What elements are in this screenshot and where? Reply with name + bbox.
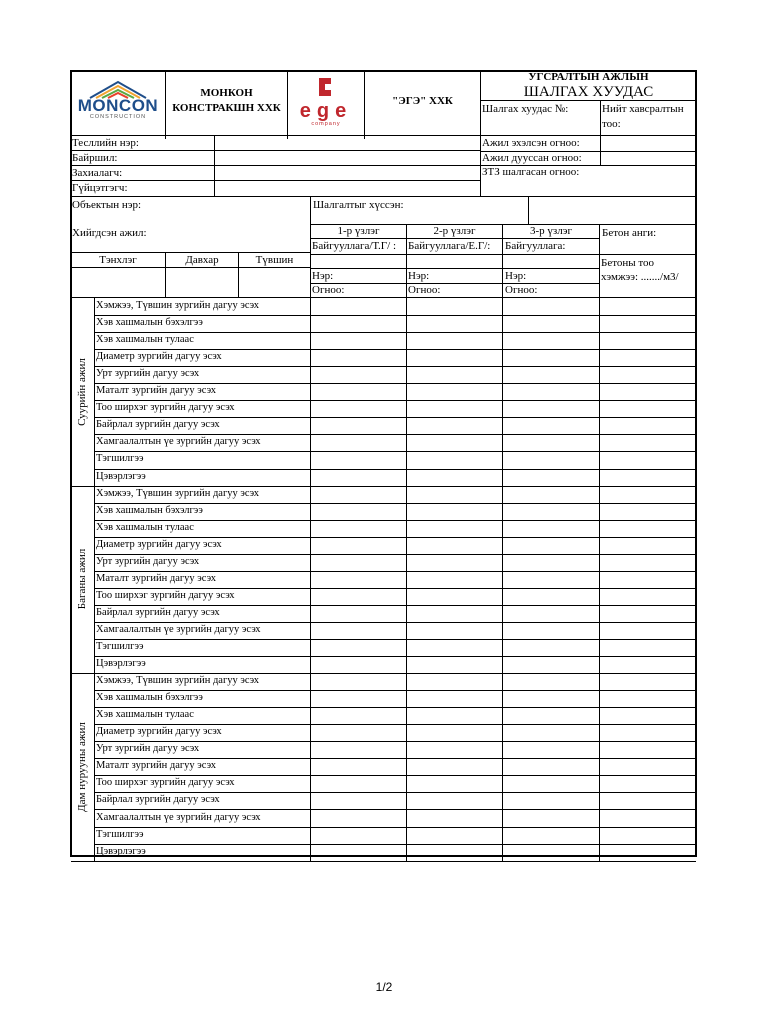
checklist-item: Урт зургийн дагуу эсэх bbox=[96, 555, 200, 567]
end-date-label: Ажил дууссан огноо: bbox=[482, 152, 582, 164]
row-divider bbox=[94, 639, 696, 640]
checklist-item: Байрлал зургийн дагуу эсэх bbox=[96, 419, 220, 431]
checklist-item: Хэв хашмалын бэхэлгээ bbox=[96, 317, 203, 329]
title-line1: УГСРАЛТЫН АЖЛЫН bbox=[528, 71, 649, 83]
section-title: Суурийн ажил bbox=[76, 357, 89, 426]
name-label-1: Нэр: bbox=[312, 270, 334, 282]
row-divider bbox=[94, 707, 696, 708]
checklist-item: Диаметр зургийн дагуу эсэх bbox=[96, 538, 222, 550]
divider bbox=[528, 197, 529, 224]
company1-name-line2: КОНСТРАКШН ХХК bbox=[172, 102, 281, 114]
divider bbox=[71, 165, 481, 166]
divider bbox=[406, 486, 407, 674]
contractor-label: Гүйцэтгэгч: bbox=[72, 182, 128, 194]
checklist-item: Хэв хашмалын бэхэлгээ bbox=[96, 692, 203, 704]
row-divider bbox=[94, 758, 696, 759]
row-divider bbox=[71, 673, 696, 674]
divider bbox=[310, 298, 311, 486]
row-divider bbox=[94, 469, 696, 470]
row-divider bbox=[94, 827, 696, 828]
row-divider bbox=[94, 366, 696, 367]
checklist-item: Хэмжээ, Түвшин зургийн дагуу эсэх bbox=[96, 487, 260, 499]
checklist-item: Хамгаалалтын үе зургийн дагуу эсэх bbox=[96, 436, 261, 448]
attachments-label-line1: Нийт хавсралтын bbox=[602, 103, 684, 115]
checklist-item: Хэв хашмалын тулаас bbox=[96, 521, 194, 533]
checklist-item: Тоо ширхэг зургийн дагуу эсэх bbox=[96, 777, 235, 789]
row-divider bbox=[94, 792, 696, 793]
divider bbox=[310, 673, 311, 861]
name-label-3: Нэр: bbox=[505, 270, 527, 282]
work-done-label: Хийгдсэн ажил: bbox=[72, 227, 147, 239]
object-name-label: Объектын нэр: bbox=[72, 199, 142, 211]
divider bbox=[214, 136, 215, 196]
checklist-item: Хэмжээ, Түвшин зургийн дагуу эсэх bbox=[96, 300, 260, 311]
checklist-item: Хэмжээ, Түвшин зургийн дагуу эсэх bbox=[96, 675, 260, 687]
inspection-date-label: ЗТЗ шалгасан огноо: bbox=[482, 166, 580, 178]
ege-logo bbox=[292, 76, 360, 130]
row-divider bbox=[94, 809, 696, 810]
divider bbox=[311, 283, 599, 284]
divider bbox=[94, 486, 95, 674]
checklist-item: Хамгаалалтын үе зургийн дагуу эсэх bbox=[96, 623, 261, 635]
row-divider bbox=[94, 622, 696, 623]
divider bbox=[311, 254, 696, 255]
moncon-tagline: CONSTRUCTION bbox=[89, 114, 147, 120]
row-divider bbox=[94, 400, 696, 401]
row-divider bbox=[94, 332, 696, 333]
stage3-header: 3-р үзлэг bbox=[530, 225, 572, 237]
row-divider bbox=[94, 741, 696, 742]
divider bbox=[71, 252, 311, 253]
inspection-request-label: Шалгалтыг хүссэн: bbox=[313, 199, 404, 211]
section-title: Баганы ажил bbox=[76, 549, 89, 610]
ege-tagline: company bbox=[311, 121, 341, 127]
checklist-item: Маталт зургийн дагуу эсэх bbox=[96, 572, 216, 584]
checklist-item: Тэгшилгээ bbox=[96, 828, 144, 840]
checklist-item: Диаметр зургийн дагуу эсэх bbox=[96, 351, 222, 363]
divider bbox=[311, 238, 599, 239]
divider bbox=[502, 298, 503, 486]
date-label-3: Огноо: bbox=[505, 284, 538, 296]
checklist-item: Урт зургийн дагуу эсэх bbox=[96, 743, 200, 755]
org3-label: Байгууллага: bbox=[505, 240, 566, 252]
concrete-class-label: Бетон анги: bbox=[602, 227, 657, 239]
section-title: Дам нурууны ажил bbox=[76, 722, 89, 812]
checklist-item: Хэв хашмалын тулаас bbox=[96, 334, 194, 346]
moncon-wordmark: MONCON bbox=[77, 96, 159, 115]
divider bbox=[311, 268, 599, 269]
row-divider bbox=[94, 605, 696, 606]
level-header: Түвшин bbox=[255, 254, 294, 266]
form-frame bbox=[70, 70, 697, 857]
divider bbox=[406, 298, 407, 486]
checklist-item: Маталт зургийн дагуу эсэх bbox=[96, 385, 216, 397]
divider bbox=[71, 267, 311, 268]
moncon-logo bbox=[76, 78, 160, 124]
divider bbox=[502, 673, 503, 861]
location-label: Байршил: bbox=[72, 152, 118, 164]
checklist-item: Хэв хашмалын бэхэлгээ bbox=[96, 504, 203, 516]
divider bbox=[310, 486, 311, 674]
divider bbox=[599, 224, 600, 298]
row-divider bbox=[94, 349, 696, 350]
row-divider bbox=[94, 417, 696, 418]
checklist-item: Хэв хашмалын тулаас bbox=[96, 709, 194, 721]
date-label-2: Огноо: bbox=[408, 284, 441, 296]
row-divider bbox=[94, 315, 696, 316]
checklist-item: Диаметр зургийн дагуу эсэх bbox=[96, 726, 222, 738]
divider bbox=[94, 673, 95, 861]
start-date-label: Ажил эхэлсэн огноо: bbox=[482, 137, 580, 149]
row-divider bbox=[94, 690, 696, 691]
stage1-header: 1-р үзлэг bbox=[337, 225, 380, 237]
attachments-label-line2: тоо: bbox=[602, 118, 621, 130]
checklist-item: Тоо ширхэг зургийн дагуу эсэх bbox=[96, 589, 235, 601]
checklist-item: Хамгаалалтын үе зургийн дагуу эсэх bbox=[96, 811, 261, 823]
org1-label: Байгууллага/Т.Г/ : bbox=[312, 240, 397, 252]
row-divider bbox=[94, 451, 696, 452]
divider bbox=[71, 180, 481, 181]
row-divider bbox=[94, 775, 696, 776]
row-divider bbox=[94, 724, 696, 725]
row-divider bbox=[94, 588, 696, 589]
concrete-qty-label-line1: Бетоны тоо bbox=[601, 257, 655, 269]
row-divider bbox=[94, 383, 696, 384]
divider bbox=[599, 298, 600, 486]
axis-header: Тэнхлэг bbox=[99, 254, 137, 266]
page-number: 1/2 bbox=[375, 980, 393, 994]
checklist-item: Цэвэрлэгээ bbox=[96, 845, 146, 857]
client-label: Захиалагч: bbox=[72, 167, 123, 179]
ege-wordmark: ege bbox=[299, 100, 353, 122]
doer-name-label: Тесллийн нэр: bbox=[72, 137, 139, 149]
divider bbox=[600, 100, 601, 139]
company2-name: "ЭГЭ" ХХК bbox=[392, 95, 453, 107]
date-label-1: Огноо: bbox=[312, 284, 345, 296]
name-label-2: Нэр: bbox=[408, 270, 430, 282]
checklist-item: Цэвэрлэгээ bbox=[96, 470, 146, 482]
concrete-qty-label-line2: хэмжээ: ......./м3/ bbox=[601, 271, 679, 283]
checklist-item: Тэгшилгээ bbox=[96, 453, 144, 465]
stage2-header: 2-р үзлэг bbox=[433, 225, 476, 237]
divider bbox=[480, 136, 481, 196]
sheet-number-label: Шалгах хуудас №: bbox=[482, 103, 569, 115]
company1-name-line1: МОНКОН bbox=[200, 87, 253, 99]
checklist-item: Тэгшилгээ bbox=[96, 641, 144, 652]
divider bbox=[406, 673, 407, 861]
divider bbox=[502, 486, 503, 674]
divider bbox=[94, 298, 95, 486]
divider bbox=[599, 673, 600, 861]
row-divider bbox=[94, 434, 696, 435]
divider bbox=[287, 71, 288, 139]
checklist-item: Маталт зургийн дагуу эсэх bbox=[96, 760, 216, 772]
floor-header: Давхар bbox=[185, 254, 219, 266]
divider bbox=[71, 196, 696, 197]
checklist-item: Тоо ширхэг зургийн дагуу эсэх bbox=[96, 402, 235, 414]
row-divider bbox=[94, 656, 696, 657]
divider bbox=[599, 486, 600, 674]
row-divider bbox=[94, 844, 696, 845]
checklist-item: Байрлал зургийн дагуу эсэх bbox=[96, 794, 220, 806]
divider bbox=[71, 135, 696, 136]
title-line2: ШАЛГАХ ХУУДАС bbox=[523, 84, 654, 100]
org2-label: Байгууллага/Е.Г/: bbox=[408, 240, 491, 252]
checklist-item: Урт зургийн дагуу эсэх bbox=[96, 368, 200, 380]
divider bbox=[71, 297, 696, 298]
divider bbox=[71, 150, 481, 151]
checklist-item: Байрлал зургийн дагуу эсэх bbox=[96, 606, 220, 618]
checklist-item: Цэвэрлэгээ bbox=[96, 658, 146, 670]
row-divider bbox=[71, 861, 696, 862]
